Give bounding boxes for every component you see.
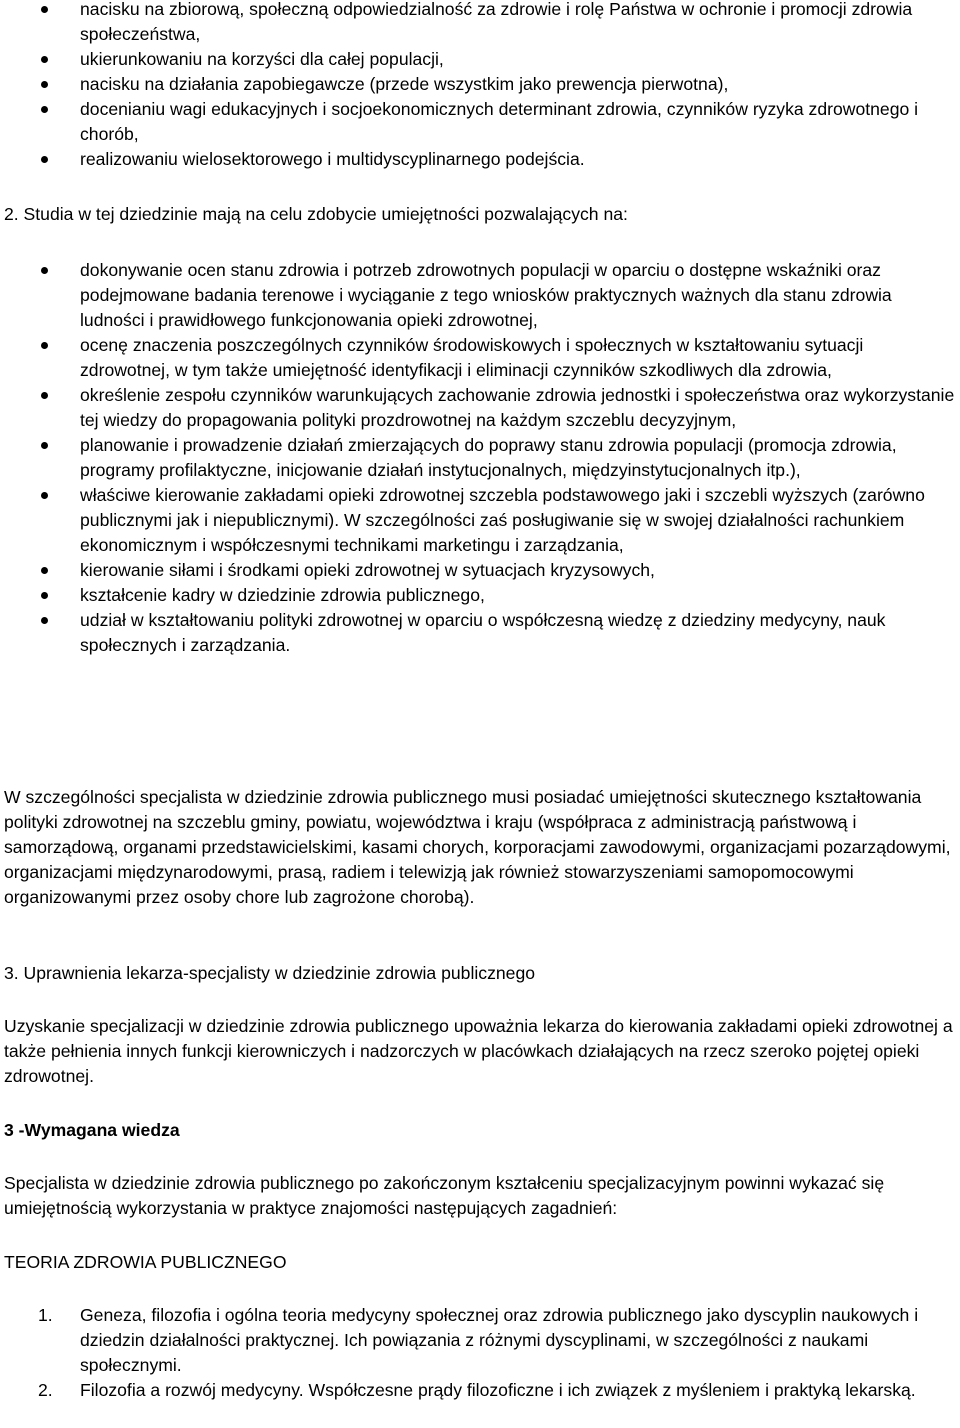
specialist-paragraph: W szczególności specjalista w dziedzinie zdrowia publicznego musi posiadać umiejętności skutecznego kształtowania polityki zdrowotnej na szczeblu gminy, powiatu, województwa i kraju (współpraca z administracją państwową i samorządową, organami przedstawicielskimi, kasami chorych, korporacjami zawodowymi, organizacjami pozarządowymi, organizacjami międzynarodowymi, prasą, radiem i telewizją jak również stowarzyszeniami samopomocowymi organizowanymi przez osoby chore lub zagrożone chorobą).: [4, 787, 951, 907]
list-item-number: 2.: [38, 1380, 53, 1400]
section-3-heading: 3. Uprawnienia lekarza-specjalisty w dziedzinie zdrowia publicznego: [4, 963, 536, 983]
theory-heading: TEORIA ZDROWIA PUBLICZNEGO: [4, 1252, 287, 1272]
list-item: kierowanie siłami i środkami opieki zdrowotnej w sytuacjach kryzysowych,: [0, 558, 960, 583]
theory-list: [0, 1303, 960, 1403]
list-study-skills: [0, 258, 960, 658]
section-3-text: Uzyskanie specjalizacji w dziedzinie zdrowia publicznego upoważnia lekarza do kierowania zakładami opieki zdrowotnej a także pełnienia innych funkcji kierowniczych i nadzorczych w placówkach działających na rzecz szeroko pojętej opieki zdrowotnej.: [4, 1016, 953, 1086]
list-item: właściwe kierowanie zakładami opieki zdrowotnej szczebla podstawowego jaki i szczebli wyższych (zarówno publicznymi jak i niepublicznymi). W szczególności zaś posługiwanie się w swojej działalności rachunkiem ekonomicznym i współczesnymi technikami marketingu i zarządzania,: [0, 483, 960, 558]
list-public-health-features: [0, 0, 960, 172]
required-knowledge-text: Specjalista w dziedzinie zdrowia publicznego po zakończonym kształceniu specjalizacyjnym powinni wykazać się umiejętnością wykorzystania w praktyce znajomości następujących zagadnień:: [4, 1173, 885, 1218]
list-item: nacisku na zbiorową, społeczną odpowiedzialność za zdrowie i rolę Państwa w ochronie i promocji zdrowia społeczeństwa,: [0, 0, 960, 47]
required-knowledge-heading: 3 -Wymagana wiedza: [4, 1120, 180, 1140]
list-item: ukierunkowaniu na korzyści dla całej populacji,: [0, 47, 960, 72]
list-item: ocenę znaczenia poszczególnych czynników środowiskowych i społecznych w kształtowaniu sytuacji zdrowotnej, w tym także umiejętność identyfikacji i eliminacji czynników szkodliwych dla zdrowia,: [0, 333, 960, 383]
list-item: realizowaniu wielosektorowego i multidyscyplinarnego podejścia.: [0, 147, 960, 172]
list-item: [0, 1378, 960, 1403]
list-item: planowanie i prowadzenie działań zmierzających do poprawy stanu zdrowia populacji (promocja zdrowia, programy profilaktyczne, inicjowanie działań instytucjonalnych, międzyinstytucjonalnych itp.),: [0, 433, 960, 483]
list-item: [0, 1303, 960, 1378]
section-2-heading: 2. Studia w tej dziedzinie mają na celu zdobycie umiejętności pozwalających na:: [4, 204, 628, 224]
list-item: kształcenie kadry w dziedzinie zdrowia publicznego,: [0, 583, 960, 608]
list-item-text: Filozofia a rozwój medycyny. Współczesne prądy filozoficzne i ich związek z myśleniem i praktyką lekarską.: [80, 1380, 916, 1400]
list-item: udział w kształtowaniu polityki zdrowotnej w oparciu o współczesną wiedzę z dziedziny medycyny, nauk społecznych i zarządzania.: [0, 608, 960, 658]
list-item: docenianiu wagi edukacyjnych i socjoekonomicznych determinant zdrowia, czynników ryzyka zdrowotnego i chorób,: [0, 97, 960, 147]
list-item-number: 1.: [38, 1305, 53, 1325]
list-item-text: Geneza, filozofia i ogólna teoria medycyny społecznej oraz zdrowia publicznego jako dyscyplin naukowych i dziedzin działalności praktycznej. Ich powiązania z różnymi dyscyplinami, w szczególności z naukami społecznymi.: [80, 1305, 919, 1375]
list-item: określenie zespołu czynników warunkujących zachowanie zdrowia jednostki i społeczeństwa oraz wykorzystanie tej wiedzy do propagowania polityki prozdrowotnej na każdym szczeblu decyzyjnym,: [0, 383, 960, 433]
list-item: nacisku na działania zapobiegawcze (przede wszystkim jako prewencja pierwotna),: [0, 72, 960, 97]
list-item: dokonywanie ocen stanu zdrowia i potrzeb zdrowotnych populacji w oparciu o dostępne wskaźniki oraz podejmowane badania terenowe i wyciąganie z tego wniosków praktycznych ważnych dla stanu zdrowia ludności i prawidłowego funkcjonowania opieki zdrowotnej,: [0, 258, 960, 333]
